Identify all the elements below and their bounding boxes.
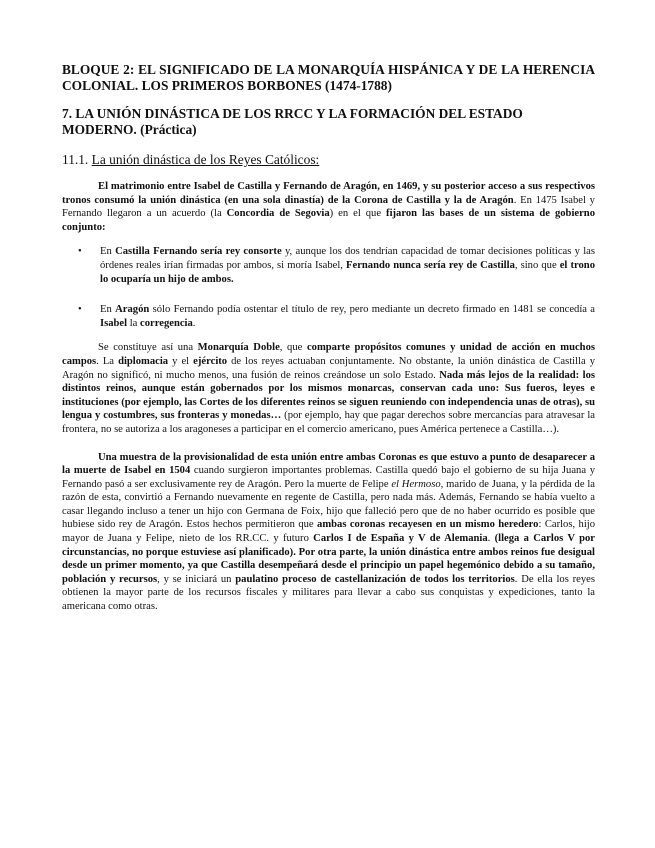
text-run: (llega a Carlos V por circunstancias, no porque estuviese así planificado). Por otra parte, la unión dinástica entre ambos reinos fue desigual desde un primer momento, ya que Castilla desempeñará desde el principio un papel hegemónico debido a su tamaño, población y recursos <box>62 533 595 585</box>
text-run: paulatino proceso de castellanización de todos los territorios <box>235 573 515 585</box>
text-run: , marido de Juana, y la pérdida de la razón de esta, convirtió a Fernando nuevamente en regente de Castilla, pero nada más. Además, Fernando se había vuelto a casar llegando incluso a tener un hijo con Germana de Foix, hijo que falleció pero que de no haber ocurrido es posible que hubiese sido rey de Aragón. Estos hechos permitieron que <box>62 478 595 531</box>
text-run: el trono lo ocuparía un hijo de ambos. <box>100 259 595 285</box>
text-run: : Carlos, hijo mayor de Juana y Felipe, nieto de los RR.CC. y futuro <box>62 519 596 545</box>
paragraph-1 <box>62 180 595 234</box>
text-run: sólo Fernando podía ostentar el título de rey, pero mediante un decreto firmado en 1481 se concedía a <box>149 304 596 316</box>
document-title: BLOQUE 2: EL SIGNIFICADO DE LA MONARQUÍA HISPÁNICA Y DE LA HERENCIA COLONIAL. LOS PRIMEROS BORBONES (1474-1788) <box>62 62 595 93</box>
text-run: cuando surgieron importantes problemas. Castilla quedó bajo el gobierno de su hija Juana y Fernando pasó a ser exclusivamente rey de Aragón. Pero la muerte de Felipe <box>62 465 595 490</box>
text-run: , sino que <box>514 259 560 271</box>
text-run: de los reyes actuaban conjuntamente. No obstante, la unión dinástica de Castilla y Aragón no significó, ni mucho menos, una fusión de reinos creándose un solo Estado. <box>62 355 596 381</box>
paragraph-2 <box>62 341 595 436</box>
text-run: Castilla Fernando sería rey consorte <box>115 246 282 258</box>
text-run: . En 1475 Isabel y Fernando llegaron a un acuerdo (la <box>62 194 595 220</box>
text-run: Carlos I de España y V de Alemania <box>313 533 488 545</box>
text-run: Isabel <box>100 317 128 329</box>
text-run: , y se iniciará un <box>157 573 236 585</box>
text-run: y el <box>168 355 194 367</box>
text-run: Fernando nunca sería rey de Castilla <box>346 259 515 271</box>
section-heading <box>62 152 595 168</box>
text-run: En <box>100 246 116 258</box>
text-run: El matrimonio entre Isabel de Castilla y Fernando de Aragón, en 1469, y su posterior acceso a sus respectivos tronos consumó la unión dinástica (en una sola dinastía) de la Corona de Castilla y la de Aragón <box>62 181 595 206</box>
text-run: ) en el que <box>329 208 387 220</box>
text-run: , que <box>279 342 307 354</box>
text-run: . La <box>96 355 119 367</box>
section-number: 11.1. <box>62 152 89 167</box>
document-subtitle: 7. LA UNIÓN DINÁSTICA DE LOS RRCC Y LA FORMACIÓN DEL ESTADO MODERNO. (Práctica) <box>62 106 523 137</box>
text-run: el Hermoso <box>391 478 441 490</box>
text-run: En <box>100 304 116 316</box>
bullet-icon: • <box>78 304 82 316</box>
text-run: Se constituye así una <box>98 342 198 354</box>
text-run: la <box>127 317 141 329</box>
text-run: Aragón <box>115 304 150 316</box>
bullet-icon: • <box>78 246 82 258</box>
text-run: Una muestra de la provisionalidad de esta unión entre ambas Coronas es que estuvo a punto de desaparecer a la muerte de Isabel en 1504 <box>62 451 595 477</box>
text-run: Monarquía Doble <box>197 342 280 354</box>
text-run: Concordia de Segovia <box>226 208 330 220</box>
section-title: La unión dinástica de los Reyes Católicos: <box>91 152 320 167</box>
text-run: ambas coronas recayesen en un mismo heredero <box>317 519 539 531</box>
text-run: (por ejemplo, hay que pagar derechos sobre mercancías para atravesar la frontera, no se autoriza a los aragoneses a participar en el comercio americano, pues América pertenece a Castilla…). <box>62 410 595 435</box>
text-run: fijaron las bases de un sistema de gobierno conjunto: <box>62 208 595 233</box>
text-run: comparte propósitos comunes y unidad de acción en muchos campos <box>62 342 595 367</box>
text-run: . De ella los reyes obtienen la mayor parte de los recursos fiscales y militares para llevar a cabo sus conquistas y expediciones, tanto la americana como otras. <box>62 573 596 613</box>
paragraph-3 <box>62 451 595 614</box>
text-run: ejército <box>193 355 228 367</box>
text-run: corregencia <box>140 317 193 329</box>
text-run: Nada más lejos de la realidad: los distintos reinos, aunque están gobernados por los mismos monarcas, conservan cada uno: Sus fueros, leyes e instituciones (por ejemplo, las Cortes de los diferentes reinos se siguen reuniendo con independencia unas de otras), su lengua y costumbres, sus fronteras y monedas… <box>62 369 595 422</box>
text-run: . <box>192 317 196 329</box>
text-run: diplomacia <box>118 355 169 367</box>
text-run: y, aunque los dos tendrían capacidad de tomar decisiones políticas y las órdenes reales irían firmadas por ambos, si moría Isabel, <box>100 246 596 271</box>
bullet-list <box>62 245 595 330</box>
bullet-item-castilla <box>62 245 595 286</box>
bullet-item-aragon <box>62 303 595 330</box>
text-run: . <box>487 533 495 545</box>
